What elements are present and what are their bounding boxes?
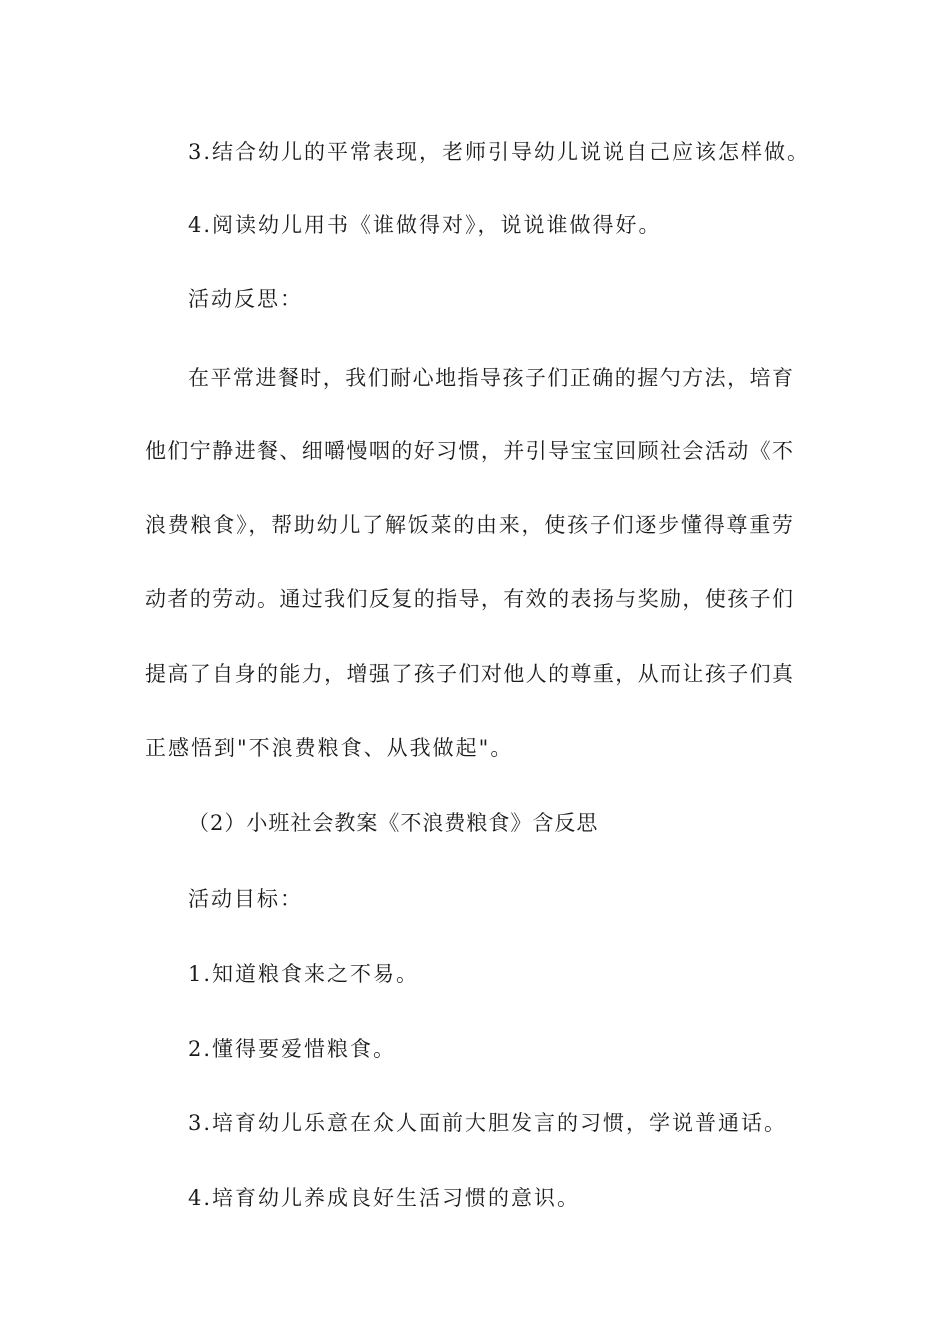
- goal-item-3: 3.培育幼儿乐意在众人面前大胆发言的习惯，学说普通话。: [188, 1111, 788, 1135]
- section-heading-reflection: 活动反思：: [188, 287, 303, 311]
- reflection-line-4: 动者的劳动。通过我们反复的指导，有效的表扬与奖励，使孩子们: [145, 587, 793, 611]
- reflection-line-2: 他们宁静进餐、细嚼慢咽的好习惯，并引导宝宝回顾社会活动《不: [145, 439, 793, 463]
- paragraph-step-4: 4.阅读幼儿用书《谁做得对》，说说谁做得好。: [188, 213, 662, 237]
- reflection-line-6: 正感悟到"不浪费粮食、从我做起"。: [145, 736, 514, 760]
- paragraph-step-3: 3.结合幼儿的平常表现，老师引导幼儿说说自己应该怎样做。: [188, 140, 811, 164]
- reflection-line-3: 浪费粮食》，帮助幼儿了解饭菜的由来，使孩子们逐步懂得尊重劳: [145, 513, 793, 537]
- goal-item-2: 2.懂得要爱惜粮食。: [188, 1037, 397, 1061]
- goal-item-1: 1.知道粮食来之不易。: [188, 962, 420, 986]
- section-heading-goals: 活动目标：: [188, 887, 303, 911]
- section-title-lesson-2: （2）小班社会教案《不浪费粮食》含反思: [188, 811, 599, 835]
- goal-item-4: 4.培育幼儿养成良好生活习惯的意识。: [188, 1186, 581, 1210]
- reflection-line-1: 在平常进餐时，我们耐心地指导孩子们正确的握勺方法，培育: [188, 366, 793, 390]
- reflection-line-5: 提高了自身的能力，增强了孩子们对他人的尊重，从而让孩子们真: [145, 662, 793, 686]
